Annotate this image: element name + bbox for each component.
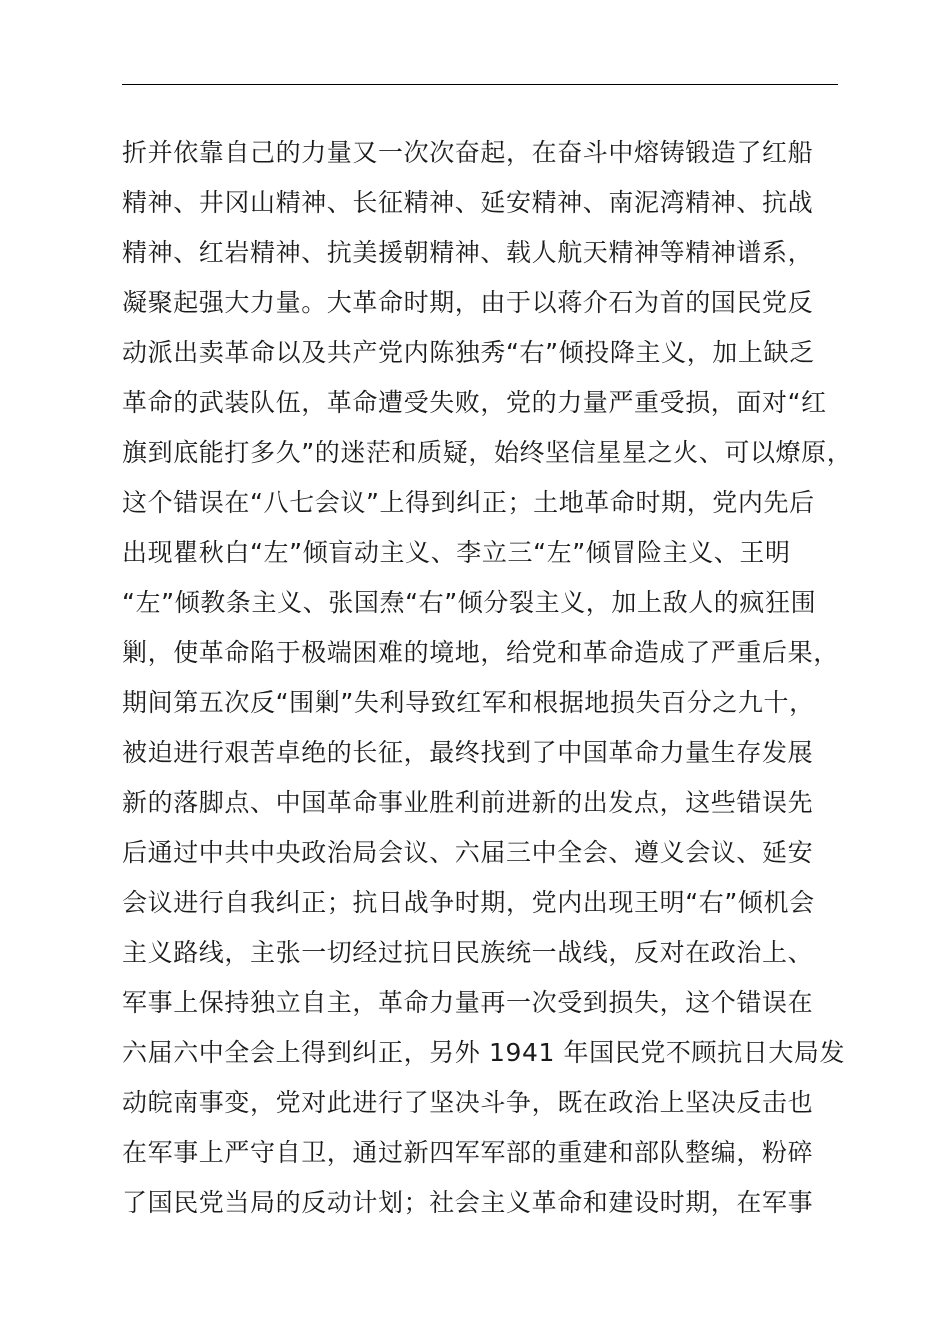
text-line: 期间第五次反“围剿”失利导致红军和根据地损失百分之九十， [122,688,815,717]
text-line: 军事上保持独立自主，革命力量再一次受到损失，这个错误在 [122,988,814,1017]
text-line: 在军事上严守自卫，通过新四军军部的重建和部队整编，粉碎 [122,1138,814,1167]
text-line: 会议进行自我纠正；抗日战争时期，党内出现王明“右”倾机会 [122,888,815,917]
text-line: 旗到底能打多久”的迷茫和质疑，始终坚信星星之火、可以燎原， [122,438,853,467]
text-line: 后通过中共中央政治局会议、六届三中全会、遵义会议、延安 [122,838,814,867]
text-line: 新的落脚点、中国革命事业胜利前进新的出发点，这些错误先 [122,788,814,817]
text-line: “左”倾教条主义、张国焘“右”倾分裂主义，加上敌人的疯狂围 [122,588,817,617]
text-line: 精神、红岩精神、抗美援朝精神、载人航天精神等精神谱系， [122,238,814,267]
text-line: 折并依靠自己的力量又一次次奋起，在奋斗中熔铸锻造了红船 [122,138,814,167]
text-line: 了国民党当局的反动计划；社会主义革命和建设时期，在军事 [122,1188,814,1217]
text-line: 精神、井冈山精神、长征精神、延安精神、南泥湾精神、抗战 [122,188,814,217]
text-line: 六届六中全会上得到纠正，另外 1941 年国民党不顾抗日大局发 [122,1038,846,1067]
text-line: 动派出卖革命以及共产党内陈独秀“右”倾投降主义，加上缺乏 [122,338,815,367]
text-line: 出现瞿秋白“左”倾盲动主义、李立三“左”倾冒险主义、王明 [122,538,791,567]
body-paragraph [122,128,882,1228]
text-line: 革命的武装队伍，革命遭受失败，党的力量严重受损，面对“红 [122,388,827,417]
text-line: 这个错误在“八七会议”上得到纠正；土地革命时期，党内先后 [122,488,815,517]
text-line: 动皖南事变，党对此进行了坚决斗争，既在政治上坚决反击也 [122,1088,814,1117]
header-rule [122,84,838,85]
text-line: 主义路线，主张一切经过抗日民族统一战线，反对在政治上、 [122,938,814,967]
text-line: 凝聚起强大力量。大革命时期，由于以蒋介石为首的国民党反 [122,288,814,317]
text-line: 被迫进行艰苦卓绝的长征，最终找到了中国革命力量生存发展 [122,738,814,767]
text-line: 剿，使革命陷于极端困难的境地，给党和革命造成了严重后果， [122,638,839,667]
